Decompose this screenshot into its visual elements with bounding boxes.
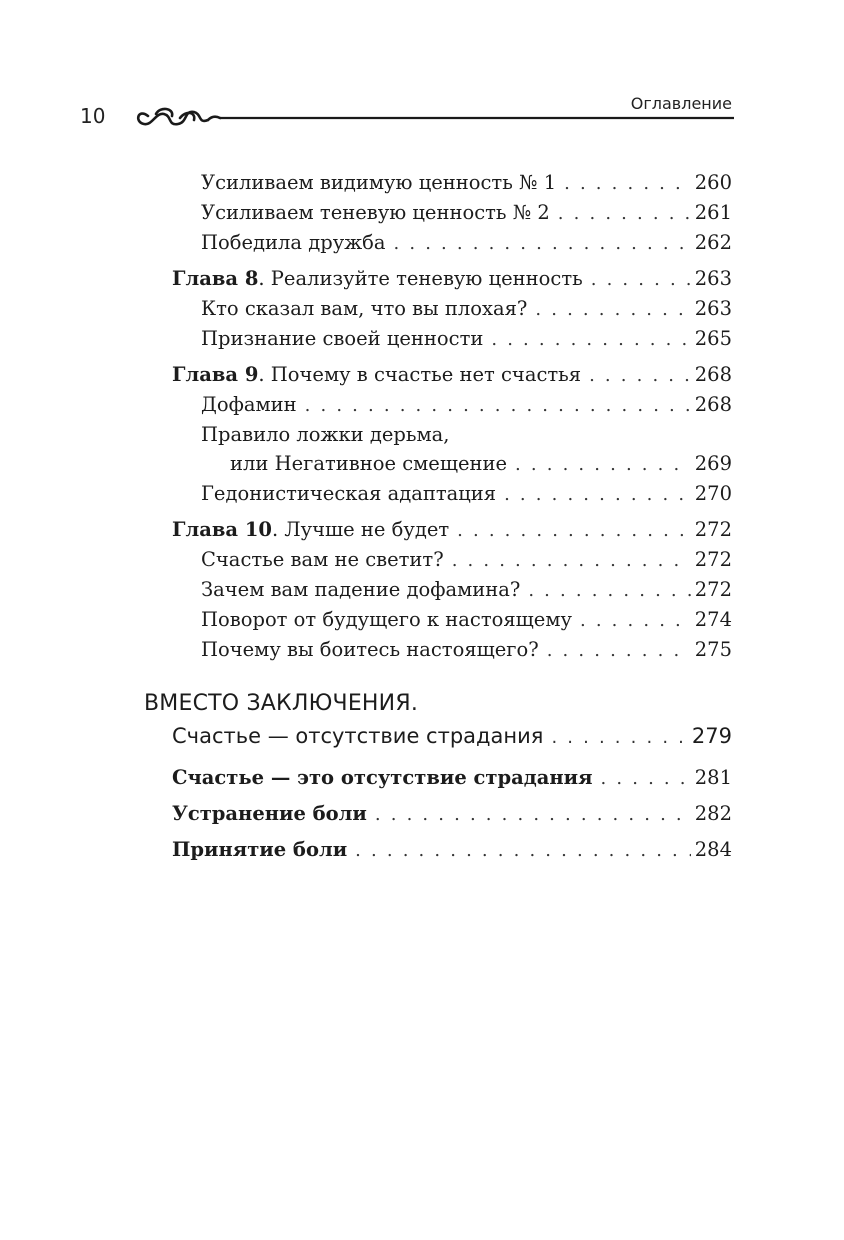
leader-dots — [305, 391, 691, 420]
leader-dots — [528, 576, 690, 605]
leader-dots — [558, 199, 691, 228]
leader-dots — [491, 325, 690, 354]
leader-dots — [452, 546, 691, 575]
toc-chapter-entry: Глава 8. Реализуйте теневую ценность . . . 263 — [172, 264, 732, 294]
leader-dots — [564, 169, 691, 198]
conclusion-section-entry: Устранение боли . . . 282 — [172, 796, 732, 832]
conclusion-block — [144, 688, 732, 754]
toc-entry: Дофамин . . . 268 — [172, 390, 732, 420]
leader-dots — [601, 761, 691, 796]
leader-dots — [535, 295, 690, 324]
leader-dots — [504, 480, 691, 509]
toc-entry: Признание своей ценности . . . 265 — [172, 324, 732, 354]
table-of-contents — [172, 168, 732, 665]
toc-entry: Усиливаем теневую ценность № 2 . . . 261 — [172, 198, 732, 228]
toc-chapter-entry: Глава 10. Лучше не будет . . . 272 — [172, 515, 732, 545]
toc-entry: Усиливаем видимую ценность № 1 . . . 260 — [172, 168, 732, 198]
leader-dots — [355, 833, 691, 868]
toc-entry-continuation: или Негативное смещение . . . 269 — [172, 449, 732, 479]
conclusion-section-entry: Счастье — это отсутствие страдания . . . 281 — [172, 760, 732, 796]
page-number: 10 — [80, 104, 106, 128]
toc-entry: Поворот от будущего к настоящему . . . 274 — [172, 605, 732, 635]
leader-dots — [394, 229, 691, 258]
conclusion-title-entry: Счастье — отсутствие страдания . . . 279 — [172, 720, 732, 754]
running-title: Оглавление — [630, 94, 732, 113]
toc-entry: Победила дружба . . . 262 — [172, 228, 732, 258]
leader-dots — [547, 636, 691, 665]
conclusion-section-entry: Принятие боли . . . 284 — [172, 832, 732, 868]
toc-entry-first-line: Правило ложки дерьма, — [201, 423, 450, 446]
leader-dots — [551, 722, 687, 754]
toc-entry: Кто сказал вам, что вы плохая? . . . 263 — [172, 294, 732, 324]
conclusion-sections — [172, 760, 732, 868]
leader-dots — [457, 516, 691, 545]
leader-dots — [591, 265, 691, 294]
toc-entry: Зачем вам падение дофамина? . . . 272 — [172, 575, 732, 605]
conclusion-heading: ВМЕСТО ЗАКЛЮЧЕНИЯ. — [144, 691, 419, 716]
toc-entry: Счастье вам не светит? . . . 272 — [172, 545, 732, 575]
leader-dots — [515, 450, 691, 479]
leader-dots — [580, 606, 691, 635]
toc-chapter-entry: Глава 9. Почему в счастье нет счастья . . . 268 — [172, 360, 732, 390]
leader-dots — [589, 361, 691, 390]
leader-dots — [375, 797, 691, 832]
toc-entry: Почему вы боитесь настоящего? . . . 275 — [172, 635, 732, 665]
toc-entry: Гедонистическая адаптация . . . 270 — [172, 479, 732, 509]
